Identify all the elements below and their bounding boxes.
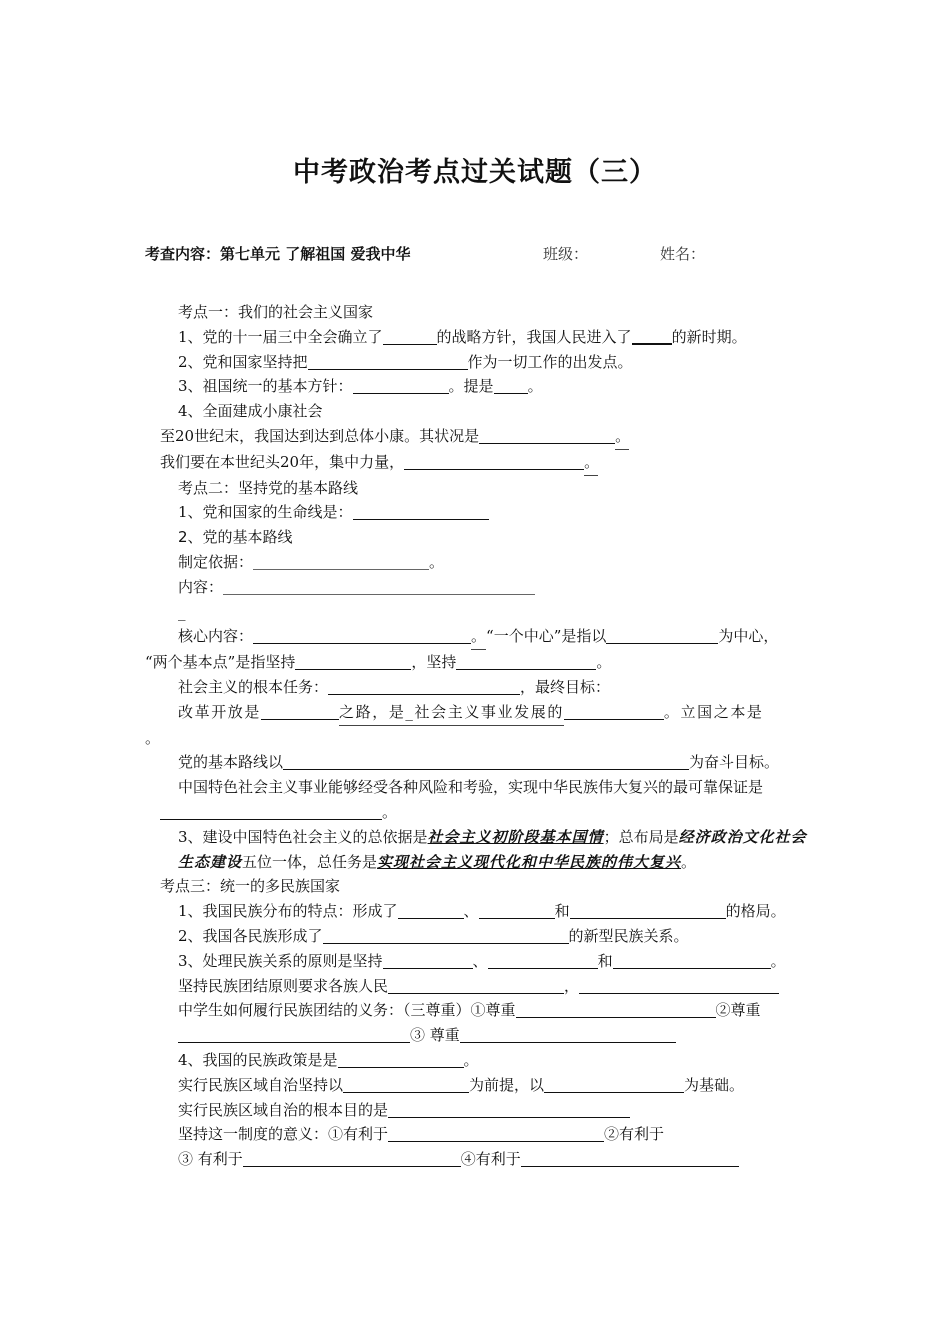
answer-blank[interactable] xyxy=(479,902,555,919)
fundamental-task-line: 社会主义的根本任务： ，最终目标： xyxy=(178,677,611,696)
answer-blank[interactable] xyxy=(579,977,779,994)
exam-scope: 考查内容：第七单元 了解祖国 爱我中华 xyxy=(145,245,411,263)
answer-blank[interactable] xyxy=(261,703,339,720)
answer-blank[interactable] xyxy=(253,627,471,644)
answer-blank[interactable] xyxy=(223,578,535,595)
section-1-heading: 考点一：我们的社会主义国家 xyxy=(178,303,374,321)
answer-blank[interactable] xyxy=(388,1125,604,1142)
party-line-goal: 党的基本路线以 为奋斗目标。 xyxy=(178,753,780,772)
dash-line: _ xyxy=(178,602,186,621)
autonomy-line: 实行民族区域自治坚持以 为前提，以 为基础。 xyxy=(178,1075,745,1094)
filled-answer: 社会主义初阶段基本国情 xyxy=(427,827,604,846)
answer-blank[interactable] xyxy=(613,952,771,969)
answer-blank[interactable] xyxy=(343,1076,469,1093)
answer-blank[interactable] xyxy=(383,328,437,345)
answer-blank[interactable] xyxy=(295,653,411,670)
question-2-1: 1、党和国家的生命线是： xyxy=(145,500,810,525)
answer-blank[interactable] xyxy=(353,377,449,394)
answer-blank[interactable] xyxy=(494,377,528,394)
answer-blank[interactable] xyxy=(323,927,569,944)
question-1-2: 2、党和国家坚持把 作为一切工作的出发点。 xyxy=(178,352,633,371)
question-1-1: 1、党的十一届三中全会确立了 的战略方针，我国人民进入了 的新时期。 xyxy=(178,327,747,346)
answer-blank[interactable] xyxy=(338,1051,464,1068)
answer-blank[interactable] xyxy=(479,427,615,444)
student-duty-line: 中学生如何履行民族团结的义务：（三尊重）①尊重 ②尊重 xyxy=(178,1001,761,1020)
answer-blank[interactable] xyxy=(398,902,464,919)
autonomy-goal-line: 实行民族区域自治的根本目的是 xyxy=(145,1098,810,1123)
question-3-3: 3、处理民族关系的原则是坚持 、 和 。 xyxy=(178,951,786,970)
unity-line: 坚持民族团结原则要求各族人民 ， xyxy=(145,974,810,999)
answer-blank[interactable] xyxy=(632,327,672,345)
answer-blank[interactable] xyxy=(253,553,429,570)
reform-line: 改革开放是 之路，是_社会主义事业发展的 。立国之本是 xyxy=(145,700,810,726)
reform-line-end: 。 xyxy=(145,728,161,747)
basic-points-line: “两个基本点”是指坚持 ，坚持 。 xyxy=(145,653,612,672)
class-label: 班级： xyxy=(543,245,589,263)
answer-blank[interactable] xyxy=(383,952,473,969)
answer-blank[interactable] xyxy=(488,952,598,969)
content-line: 内容： xyxy=(145,575,810,600)
question-1-3: 3、祖国统一的基本方针： 。提是 。 xyxy=(178,377,543,396)
question-2-2: 2、党的基本路线 xyxy=(178,528,293,547)
answer-blank[interactable] xyxy=(178,1026,410,1043)
answer-blank[interactable] xyxy=(564,703,664,720)
question-3-2: 2、我国各民族形成了 的新型民族关系。 xyxy=(178,926,689,945)
guarantee-answer: 。 xyxy=(145,800,810,825)
name-label: 姓名： xyxy=(660,245,706,263)
answer-blank[interactable] xyxy=(328,678,520,695)
core-content-line: 核心内容： 。“一个中心”是指以 为中心， xyxy=(145,624,810,650)
filled-answer: 实现社会主义现代化和中华民族的伟大复兴 xyxy=(377,852,682,871)
basis-line: 制定依据： 。 xyxy=(178,552,445,571)
meaning-line-2: ③ 有利于 ④有利于 xyxy=(145,1147,810,1172)
answer-blank[interactable] xyxy=(456,653,596,670)
answer-blank[interactable] xyxy=(516,1001,716,1018)
exam-meta xyxy=(145,243,825,264)
answer-blank[interactable] xyxy=(388,1101,630,1118)
question-3-4: 4、我国的民族政策是是 。 xyxy=(178,1050,479,1069)
answer-blank[interactable] xyxy=(308,353,468,370)
answer-blank[interactable] xyxy=(283,753,689,770)
answer-blank[interactable] xyxy=(160,803,382,820)
meaning-line-1: 坚持这一制度的意义：①有利于 ②有利于 xyxy=(178,1125,665,1144)
answer-blank[interactable] xyxy=(243,1150,461,1167)
answer-blank[interactable] xyxy=(388,977,564,994)
question-3-1: 1、我国民族分布的特点：形成了 、 和 的格局。 xyxy=(178,902,786,921)
answer-blank[interactable] xyxy=(570,902,726,919)
page-title: 中考政治考点过关试题（三） xyxy=(293,157,657,188)
question-1-4: 4、全面建成小康社会 xyxy=(178,402,323,421)
answer-blank[interactable] xyxy=(353,503,489,520)
question-1-4b: 我们要在本世纪头20年，集中力量， 。 xyxy=(145,450,810,476)
question-2-3: 3、建设中国特色社会主义的总依据是社会主义初阶段基本国情；总布局是经济政治文化社会生态建设五位一体，总任务是实现社会主义现代化和中华民族的伟大复兴。 xyxy=(178,827,807,871)
document-body xyxy=(145,300,810,1172)
answer-blank[interactable] xyxy=(460,1026,676,1043)
student-duty-line-2: ③ 尊重 xyxy=(145,1023,810,1048)
section-3-heading: 考点三：统一的多民族国家 xyxy=(160,877,341,896)
answer-blank[interactable] xyxy=(544,1076,684,1093)
filled-answer: 经济政治文化社会生态建设 xyxy=(178,827,807,871)
answer-blank[interactable] xyxy=(404,453,584,470)
question-1-4a: 至20世纪末，我国达到达到总体小康。其状况是 。 xyxy=(145,424,810,450)
answer-blank[interactable] xyxy=(606,627,718,644)
answer-blank[interactable] xyxy=(521,1150,739,1167)
guarantee-paragraph: 中国特色社会主义事业能够经受各种风险和考验，实现中华民族伟大复兴的最可靠保证是 xyxy=(178,778,764,797)
section-2-heading: 考点二：坚持党的基本路线 xyxy=(178,478,359,497)
